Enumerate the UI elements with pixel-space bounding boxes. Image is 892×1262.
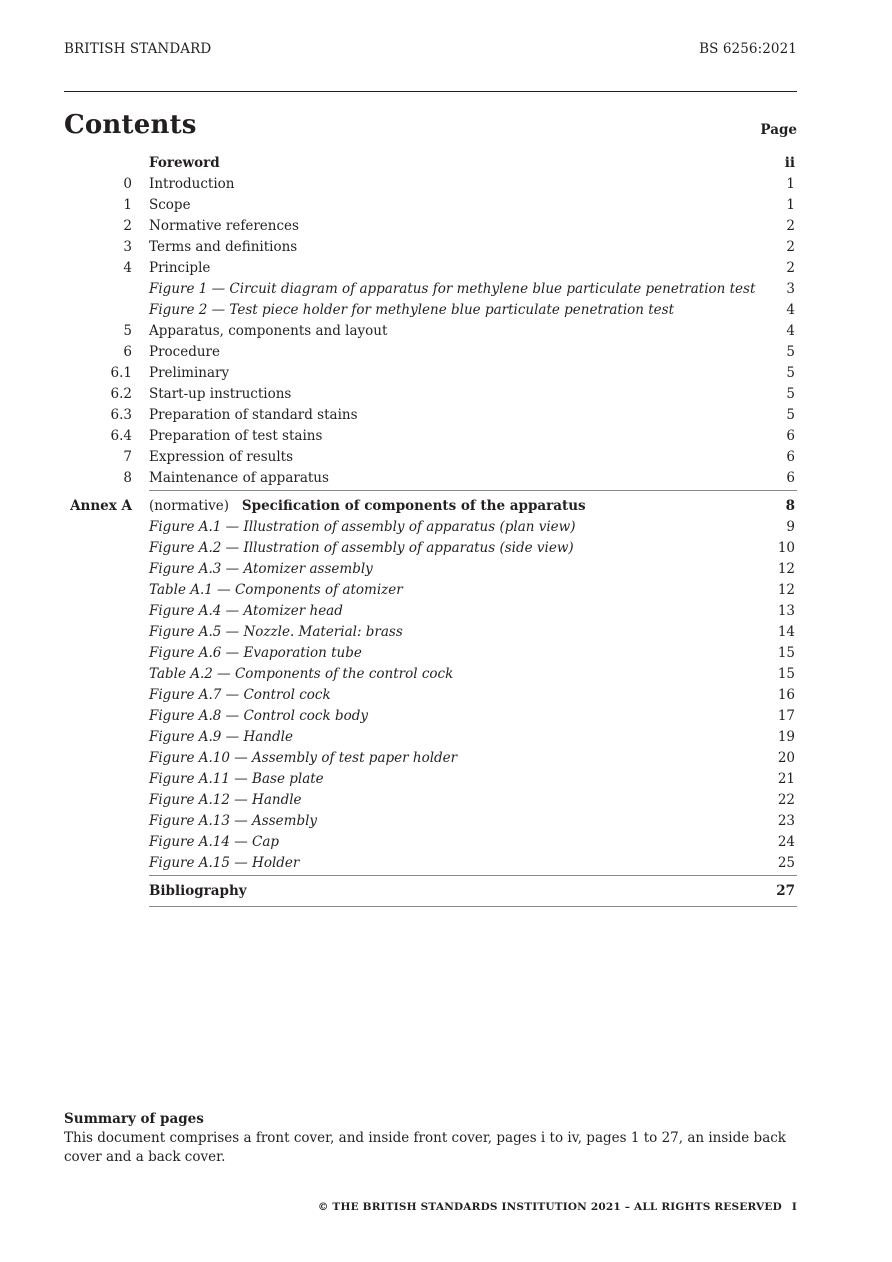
toc-entry[interactable] bbox=[0, 216, 892, 237]
toc-entry-page: 21 bbox=[777, 771, 795, 787]
toc-entry-number: 6 bbox=[123, 344, 132, 360]
running-header-right: BS 6256:2021 bbox=[699, 41, 797, 57]
toc-entry-page: 23 bbox=[777, 813, 795, 829]
toc-entry-title: Figure A.11 — Base plate bbox=[149, 771, 324, 787]
toc-entry-number: 3 bbox=[123, 239, 132, 255]
toc-entry-title: Figure A.7 — Control cock bbox=[149, 687, 331, 703]
toc-entry-title: Start-up instructions bbox=[149, 386, 292, 402]
toc-entry-title: Preparation of standard stains bbox=[149, 407, 358, 423]
toc-entry-number: 6.2 bbox=[110, 386, 132, 402]
toc-entry-page: ii bbox=[784, 155, 795, 171]
annex-qualifier: (normative) bbox=[149, 498, 230, 514]
toc-entry-page: 10 bbox=[777, 540, 795, 556]
toc-entry-page: 5 bbox=[786, 386, 795, 402]
toc-entry-number: 6.4 bbox=[110, 428, 132, 444]
toc-entry-page: 2 bbox=[786, 218, 795, 234]
toc-entry-number: 7 bbox=[123, 449, 132, 465]
toc-entry[interactable] bbox=[0, 643, 892, 664]
toc-entry-title: Figure A.12 — Handle bbox=[149, 792, 302, 808]
toc-entry[interactable] bbox=[0, 426, 892, 447]
toc-entry-page: 1 bbox=[786, 176, 795, 192]
toc-entry-page: 24 bbox=[777, 834, 795, 850]
toc-entry-page: 3 bbox=[786, 281, 795, 297]
table-of-contents bbox=[0, 153, 892, 902]
toc-entry-title: Procedure bbox=[149, 344, 220, 360]
toc-entry[interactable] bbox=[0, 790, 892, 811]
toc-entry-page: 16 bbox=[777, 687, 795, 703]
toc-entry-page: 6 bbox=[786, 449, 795, 465]
toc-entry-title: Apparatus, components and layout bbox=[149, 323, 388, 339]
toc-entry[interactable] bbox=[0, 832, 892, 853]
toc-entry[interactable] bbox=[0, 601, 892, 622]
toc-entry-title: Figure A.5 — Nozzle. Material: brass bbox=[149, 624, 403, 640]
page-title: Contents bbox=[64, 110, 197, 140]
toc-entry-title: Table A.2 — Components of the control cock bbox=[149, 666, 454, 682]
toc-entry-title: Figure A.6 — Evaporation tube bbox=[149, 645, 362, 661]
toc-entry[interactable] bbox=[0, 622, 892, 643]
toc-entry-page: 19 bbox=[777, 729, 795, 745]
toc-entry-page: 2 bbox=[786, 260, 795, 276]
toc-entry-title: Figure A.13 — Assembly bbox=[149, 813, 318, 829]
toc-entry-title: Figure A.2 — Illustration of assembly of apparatus (side view) bbox=[149, 540, 574, 556]
toc-entry[interactable] bbox=[0, 468, 892, 489]
toc-entry[interactable] bbox=[0, 580, 892, 601]
toc-entry-title: Figure A.4 — Atomizer head bbox=[149, 603, 343, 619]
toc-entry-number: 8 bbox=[123, 470, 132, 486]
annex-page: 8 bbox=[785, 498, 795, 514]
copyright-notice: © THE BRITISH STANDARDS INSTITUTION 2021 – ALL RIGHTS RESERVED bbox=[317, 1201, 782, 1213]
toc-entry[interactable] bbox=[0, 517, 892, 538]
toc-entry-title: Figure 2 — Test piece holder for methylene blue particulate penetration test bbox=[149, 302, 675, 318]
toc-entry-page: 5 bbox=[786, 344, 795, 360]
toc-entry-page: 22 bbox=[777, 792, 795, 808]
toc-entry[interactable] bbox=[0, 258, 892, 279]
toc-entry-title: Figure A.14 — Cap bbox=[149, 834, 280, 850]
toc-entry[interactable] bbox=[0, 174, 892, 195]
toc-entry-page: 12 bbox=[777, 561, 795, 577]
toc-entry[interactable] bbox=[0, 279, 892, 300]
toc-entry-number: 1 bbox=[123, 197, 132, 213]
toc-entry[interactable] bbox=[0, 321, 892, 342]
toc-main-entries bbox=[0, 153, 892, 489]
toc-entry[interactable] bbox=[0, 363, 892, 384]
toc-entry[interactable] bbox=[0, 748, 892, 769]
toc-entry-title: Preparation of test stains bbox=[149, 428, 323, 444]
annex-heading bbox=[149, 496, 586, 517]
toc-entry[interactable] bbox=[0, 664, 892, 685]
toc-entry-page: 14 bbox=[777, 624, 795, 640]
toc-entry-number: 6.1 bbox=[110, 365, 132, 381]
toc-entry[interactable] bbox=[0, 195, 892, 216]
toc-entry-title: Principle bbox=[149, 260, 211, 276]
toc-entry-title: Figure A.1 — Illustration of assembly of apparatus (plan view) bbox=[149, 519, 576, 535]
toc-entry-page: 6 bbox=[786, 470, 795, 486]
annex-title: Specification of components of the apparatus bbox=[241, 498, 586, 514]
toc-entry-title: Table A.1 — Components of atomizer bbox=[149, 582, 403, 598]
toc-entry[interactable] bbox=[0, 685, 892, 706]
toc-entry[interactable] bbox=[0, 237, 892, 258]
toc-entry-page: 5 bbox=[786, 407, 795, 423]
toc-entry[interactable] bbox=[0, 706, 892, 727]
toc-entry-title: Preliminary bbox=[149, 365, 230, 381]
summary-heading: Summary of pages bbox=[64, 1111, 204, 1127]
toc-entry-number: 4 bbox=[123, 260, 132, 276]
toc-entry-number: 2 bbox=[123, 218, 132, 234]
annex-divider bbox=[149, 490, 797, 491]
running-header-left: BRITISH STANDARD bbox=[64, 41, 212, 57]
toc-entry-page: 1 bbox=[786, 197, 795, 213]
toc-bibliography-row[interactable] bbox=[0, 881, 892, 902]
toc-entry-page: 13 bbox=[777, 603, 795, 619]
toc-annex-entries bbox=[0, 517, 892, 874]
toc-entry-number: 6.3 bbox=[110, 407, 132, 423]
toc-annex-row[interactable] bbox=[0, 496, 892, 517]
toc-entry[interactable] bbox=[0, 811, 892, 832]
toc-entry-title: Figure 1 — Circuit diagram of apparatus for methylene blue particulate penetration test bbox=[149, 281, 756, 297]
page-footer bbox=[318, 1201, 797, 1213]
toc-entry-number: 5 bbox=[123, 323, 132, 339]
toc-entry-title: Foreword bbox=[149, 155, 220, 171]
toc-entry-page: 12 bbox=[777, 582, 795, 598]
toc-entry[interactable] bbox=[0, 727, 892, 748]
toc-entry-title: Terms and definitions bbox=[149, 239, 298, 255]
toc-entry-title: Expression of results bbox=[149, 449, 293, 465]
toc-entry[interactable] bbox=[0, 769, 892, 790]
toc-entry-page: 17 bbox=[777, 708, 795, 724]
annex-label: Annex A bbox=[70, 498, 132, 514]
toc-entry-title: Introduction bbox=[149, 176, 235, 192]
toc-entry-page: 9 bbox=[786, 519, 795, 535]
toc-entry-page: 4 bbox=[786, 302, 795, 318]
toc-entry[interactable] bbox=[0, 538, 892, 559]
toc-entry-page: 4 bbox=[786, 323, 795, 339]
toc-entry-page: 25 bbox=[777, 855, 795, 871]
bibliography-divider-top bbox=[149, 875, 797, 876]
toc-entry-title: Figure A.10 — Assembly of test paper holder bbox=[149, 750, 458, 766]
bibliography-label: Bibliography bbox=[149, 883, 247, 899]
toc-entry[interactable] bbox=[0, 153, 892, 174]
header-divider bbox=[64, 91, 797, 92]
toc-entry[interactable] bbox=[0, 300, 892, 321]
toc-entry-number: 0 bbox=[123, 176, 132, 192]
toc-entry-title: Maintenance of apparatus bbox=[149, 470, 329, 486]
toc-entry-title: Figure A.15 — Holder bbox=[149, 855, 300, 871]
bibliography-divider-bottom bbox=[149, 906, 797, 907]
summary-body: This document comprises a front cover, and inside front cover, pages i to iv, pages 1 to 27, an inside back cover and a back cover. bbox=[64, 1130, 786, 1165]
toc-entry-title: Figure A.9 — Handle bbox=[149, 729, 293, 745]
toc-entry[interactable] bbox=[0, 384, 892, 405]
toc-entry-title: Normative references bbox=[149, 218, 299, 234]
toc-entry[interactable] bbox=[0, 559, 892, 580]
toc-entry-page: 6 bbox=[786, 428, 795, 444]
toc-entry[interactable] bbox=[0, 853, 892, 874]
page-column-label: Page bbox=[760, 122, 797, 138]
toc-entry-title: Scope bbox=[149, 197, 191, 213]
toc-entry-page: 15 bbox=[777, 645, 795, 661]
toc-entry-title: Figure A.3 — Atomizer assembly bbox=[149, 561, 373, 577]
toc-entry[interactable] bbox=[0, 447, 892, 468]
toc-entry-page: 15 bbox=[777, 666, 795, 682]
bibliography-page: 27 bbox=[776, 883, 795, 899]
toc-entry-title: Figure A.8 — Control cock body bbox=[149, 708, 368, 724]
toc-entry-page: 2 bbox=[786, 239, 795, 255]
toc-entry-page: 5 bbox=[786, 365, 795, 381]
toc-entry-page: 20 bbox=[777, 750, 795, 766]
toc-entry[interactable] bbox=[0, 405, 892, 426]
toc-entry[interactable] bbox=[0, 342, 892, 363]
page-number: I bbox=[791, 1201, 797, 1213]
